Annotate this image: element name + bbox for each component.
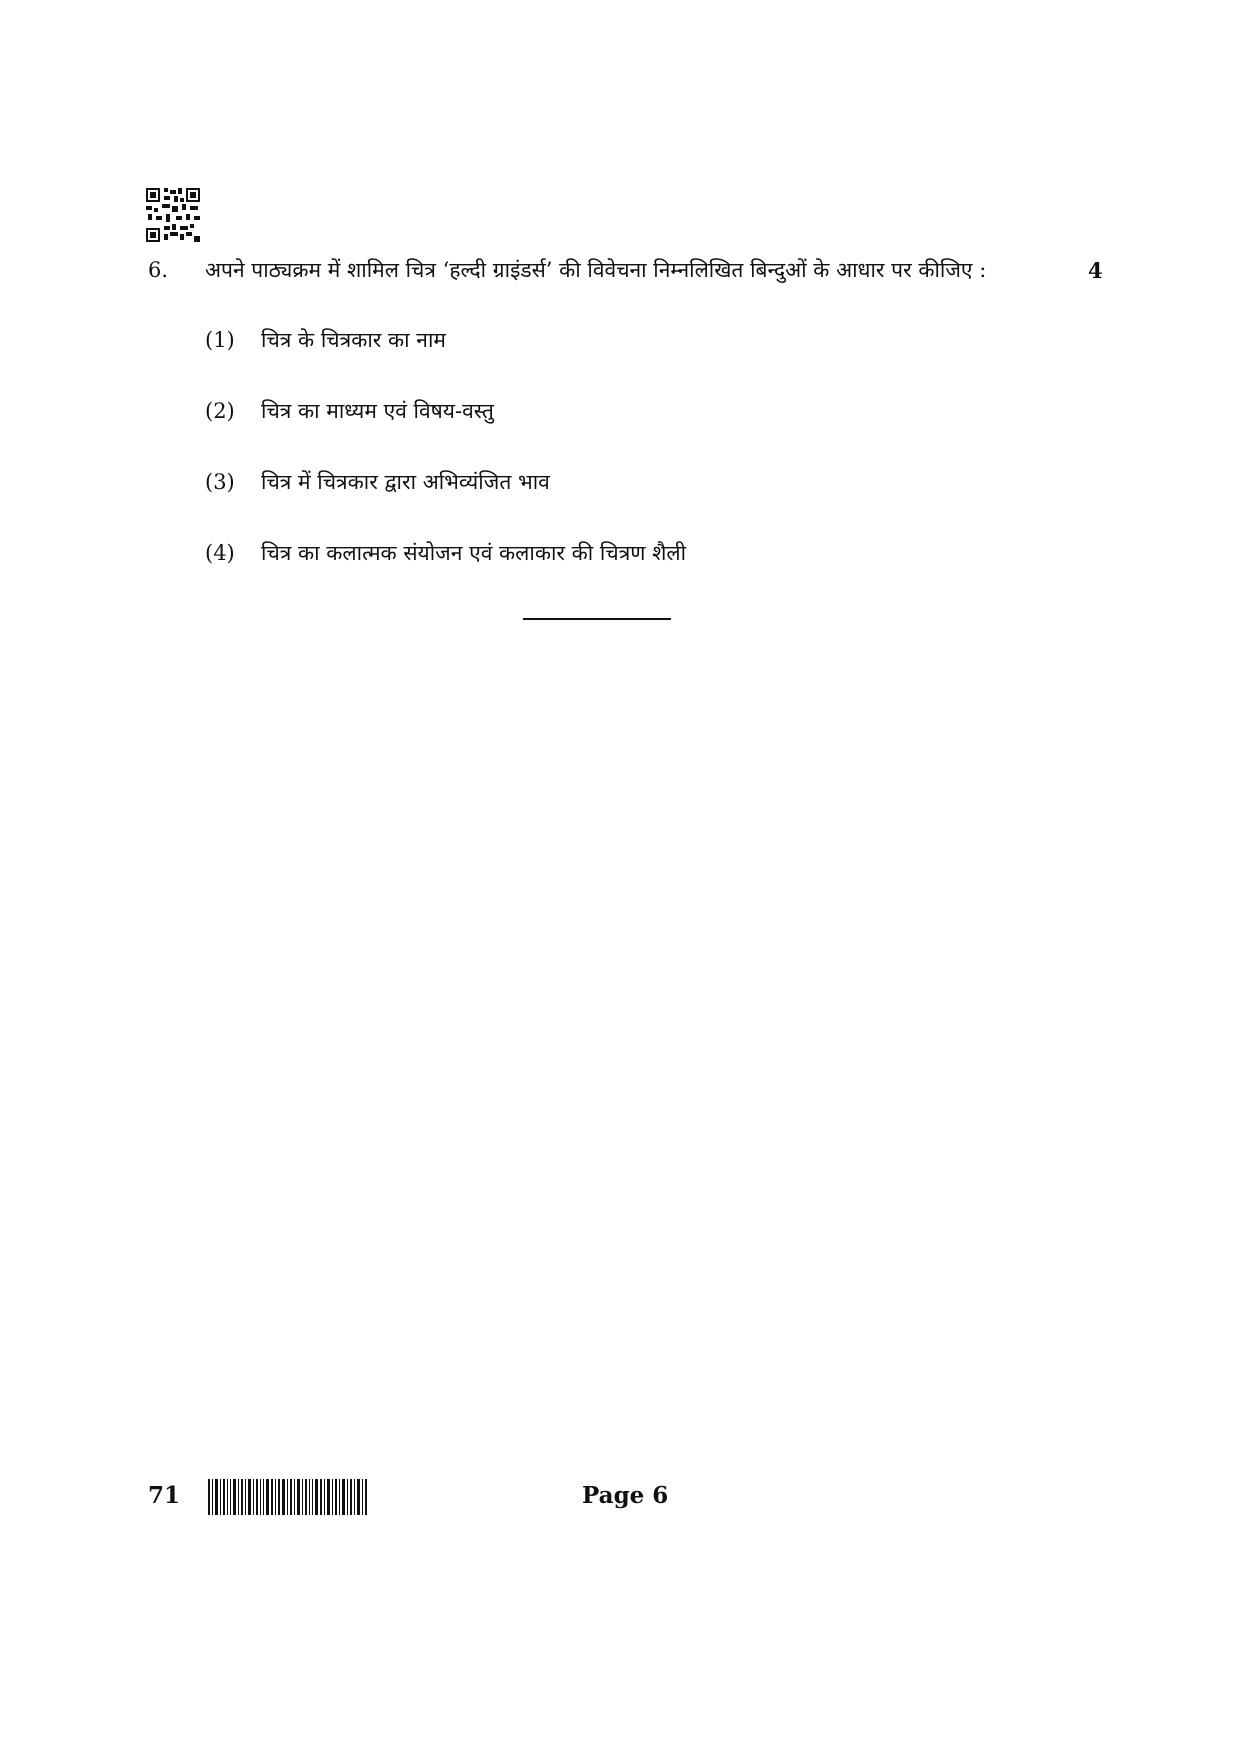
list-item — [205, 326, 446, 354]
question-number: 6. — [148, 258, 169, 282]
list-item — [205, 468, 550, 496]
barcode-icon — [208, 1479, 368, 1515]
end-divider — [523, 618, 671, 620]
item-text: चित्र के चित्रकार का नाम — [261, 328, 446, 352]
list-item — [205, 397, 494, 425]
question-text: अपने पाठ्यक्रम में शामिल चित्र ‘हल्दी ग्राइंडर्स’ की विवेचना निम्नलिखित बिन्दुओं के आधार पर कीजिए : — [205, 258, 987, 282]
item-number: (2) — [205, 399, 235, 423]
list-item — [205, 539, 686, 567]
question-marks: 4 — [1088, 258, 1103, 283]
item-text: चित्र का माध्यम एवं विषय-वस्तु — [261, 399, 494, 423]
page-number: Page 6 — [582, 1482, 669, 1509]
item-text: चित्र में चित्रकार द्वारा अभिव्यंजित भाव — [261, 470, 550, 494]
qr-code-icon — [146, 188, 200, 242]
item-number: (4) — [205, 541, 235, 565]
item-number: (1) — [205, 328, 235, 352]
item-number: (3) — [205, 470, 235, 494]
paper-code: 71 — [148, 1482, 181, 1509]
item-text: चित्र का कलात्मक संयोजन एवं कलाकार की चित्रण शैली — [261, 541, 687, 565]
